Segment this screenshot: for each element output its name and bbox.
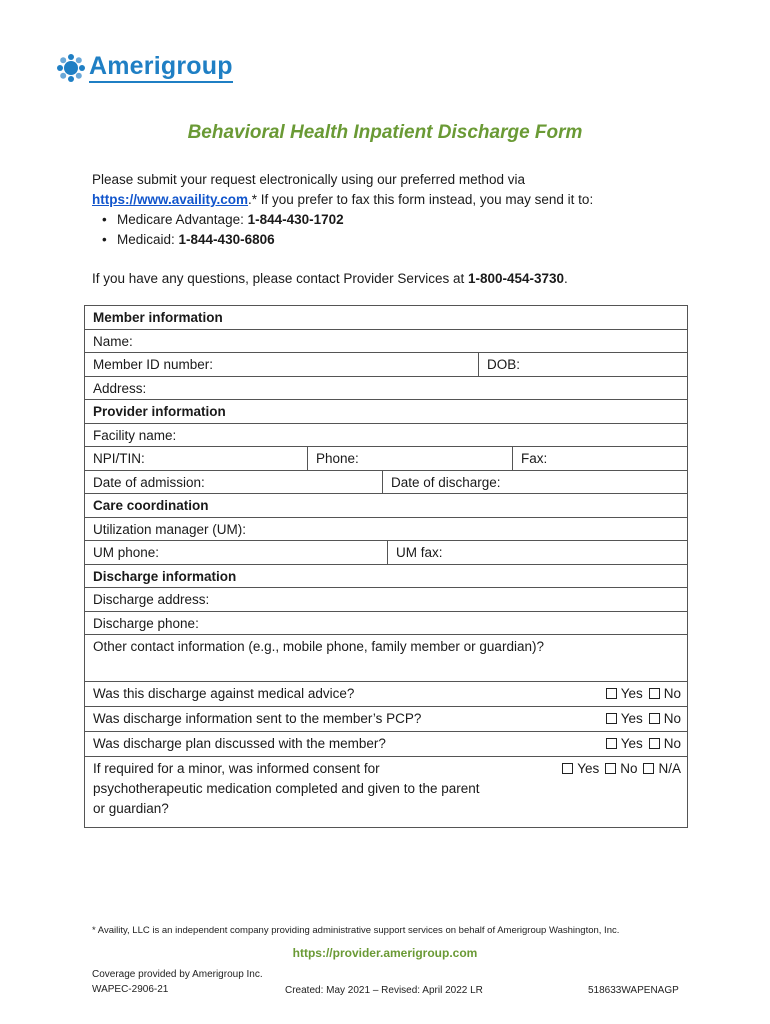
npi-row [85,447,687,471]
amerigroup-logo [56,52,233,83]
option-yes[interactable] [606,686,643,701]
discharge-form-table [84,305,688,828]
option-label: No [620,761,638,776]
question-row [85,682,687,707]
section-header: Member information [93,310,223,325]
amerigroup-logo-icon [56,53,86,83]
answer-options [521,707,687,731]
checkbox-icon[interactable] [605,763,616,774]
option-yes[interactable] [562,761,599,776]
document-code: 518633WAPENAGP [588,985,679,996]
um-row [85,518,687,542]
address-field[interactable]: Address: [93,380,147,396]
npi-tin-field[interactable]: NPI/TIN: [93,451,145,466]
answer-options [521,682,687,706]
checkbox-icon[interactable] [606,688,617,699]
admission-date-field[interactable]: Date of admission: [93,474,205,490]
intro-line-1: Please submit your request electronically using our preferred method via [92,172,525,187]
availity-footnote: * Availity, LLC is an independent company providing administrative support services on behalf of Amerigroup Washington, Inc. [92,925,620,936]
bullet-icon: • [102,232,107,247]
phone-field[interactable]: Phone: [307,447,512,470]
dates-row [85,471,687,495]
logo-wordmark: Amerigroup [89,52,233,83]
option-no[interactable] [649,736,681,751]
page-title: Behavioral Health Inpatient Discharge Form [187,122,583,143]
option-no[interactable] [649,686,681,701]
um-fax-field[interactable]: UM fax: [387,541,687,564]
contact-text: If you have any questions, please contact Provider Services at [92,271,468,286]
um-contact-row [85,541,687,565]
discharge-address-field[interactable]: Discharge address: [93,592,210,607]
option-yes[interactable] [606,711,643,726]
provider-website-link[interactable]: https://provider.amerigroup.com [292,946,478,960]
coverage-text: Coverage provided by Amerigroup Inc. [92,969,263,980]
option-label: Yes [620,686,643,701]
member-id-field[interactable]: Member ID number: [93,357,214,372]
fax-list [92,210,692,250]
facility-row [85,424,687,448]
provider-services-number: 1-800-454-3730 [467,271,565,286]
option-label: No [663,711,681,726]
answer-options [521,732,687,756]
discharge-date-field[interactable]: Date of discharge: [382,471,687,494]
facility-name-field[interactable]: Facility name: [93,427,177,443]
provider-header-row [85,400,687,424]
name-field[interactable]: Name: [93,333,133,349]
fax-number: 1-844-430-6806 [178,232,275,247]
questions-contact [92,269,692,289]
fax-item-medicare [92,210,692,230]
checkbox-icon[interactable] [649,688,660,699]
option-no[interactable] [649,711,681,726]
discharge-phone-row [85,612,687,636]
address-row [85,377,687,401]
fax-item-medicaid [92,230,692,250]
availity-link[interactable]: https://www.availity.com [92,192,249,207]
care-header-row [85,494,687,518]
fax-number: 1-844-430-1702 [247,212,344,227]
discharge-address-row [85,588,687,612]
contact-suffix: . [564,271,568,286]
option-label: Yes [577,761,600,776]
question-text: If required for a minor, was informed consent for psychotherapeutic medication completed and given to the parent or guardian? [93,761,480,816]
checkbox-icon[interactable] [649,713,660,724]
other-contact-field[interactable]: Other contact information (e.g., mobile phone, family member or guardian)? [93,639,544,654]
um-field[interactable]: Utilization manager (UM): [93,521,247,537]
created-revised: Created: May 2021 – Revised: April 2022 LR [285,985,483,996]
fax-field[interactable]: Fax: [512,447,687,470]
option-label: No [663,736,681,751]
checkbox-icon[interactable] [562,763,573,774]
coverage-info [92,967,263,997]
checkbox-icon[interactable] [606,738,617,749]
member-header-row [85,306,687,330]
checkbox-icon[interactable] [606,713,617,724]
question-row [85,732,687,757]
section-header: Care coordination [93,498,209,513]
intro-line-2-suffix: .* If you prefer to fax this form instead, you may send it to: [248,192,594,207]
form-id: WAPEC-2906-21 [92,984,169,995]
discharge-phone-field[interactable]: Discharge phone: [93,615,199,631]
option-label: No [663,686,681,701]
member-id-row [85,353,687,377]
fax-label: Medicare Advantage: [117,212,248,227]
option-yes[interactable] [606,736,643,751]
checkbox-icon[interactable] [643,763,654,774]
other-contact-row [85,635,687,682]
intro-line-2 [92,190,692,210]
name-row [85,330,687,354]
dob-field[interactable]: DOB: [478,353,687,376]
question-row [85,707,687,732]
answer-options [521,757,687,821]
fax-label: Medicaid: [117,232,179,247]
question-text: Was this discharge against medical advice? [93,686,355,701]
section-header: Provider information [93,404,226,419]
option-label: Yes [620,711,643,726]
intro-section [92,170,692,289]
option-label: Yes [620,736,643,751]
option-label: N/A [658,761,681,776]
um-phone-field[interactable]: UM phone: [93,545,160,560]
question-row [85,757,687,828]
discharge-header-row [85,565,687,589]
question-text: Was discharge information sent to the member’s PCP? [93,711,422,726]
option-na[interactable] [643,761,681,776]
section-header: Discharge information [93,568,237,584]
bullet-icon: • [102,212,107,227]
option-no[interactable] [605,761,637,776]
checkbox-icon[interactable] [649,738,660,749]
question-text: Was discharge plan discussed with the member? [93,736,386,751]
